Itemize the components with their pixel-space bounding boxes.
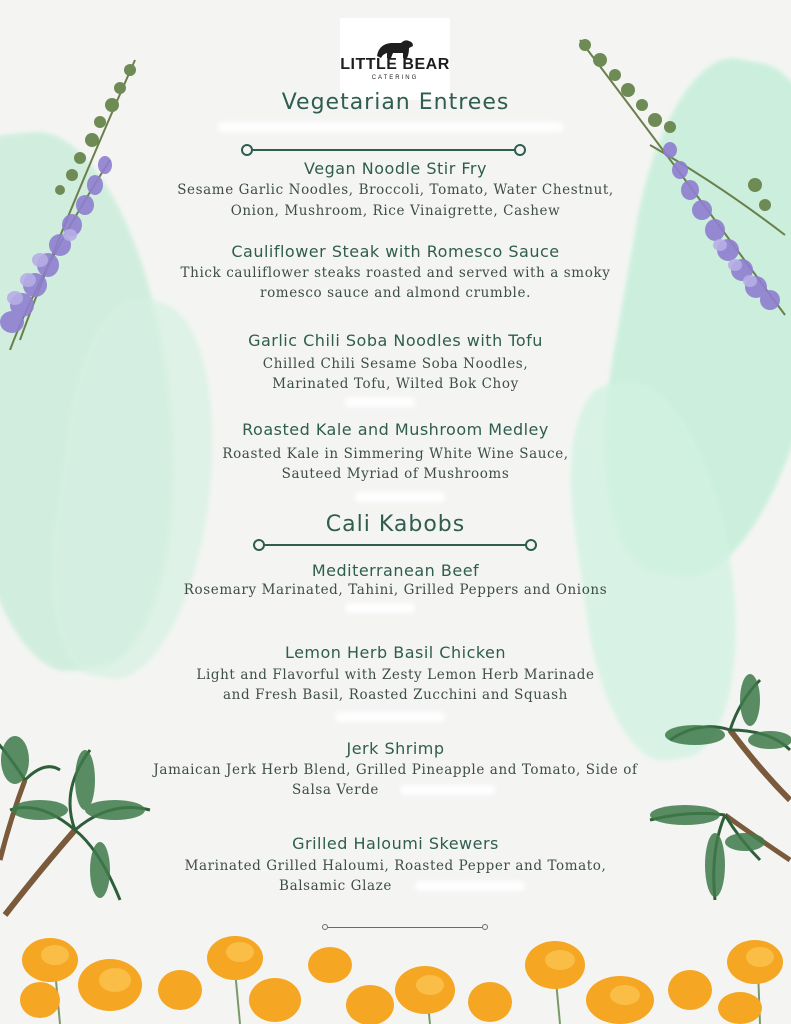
obscured-text bbox=[345, 603, 415, 613]
logo-tagline: CATERING bbox=[371, 74, 419, 81]
footer-divider bbox=[328, 927, 482, 928]
dish-description-line: romesco sauce and almond crumble. bbox=[260, 285, 531, 301]
obscured-text bbox=[400, 785, 495, 795]
dish-description-line: Roasted Kale in Simmering White Wine Sauce, bbox=[222, 446, 569, 462]
obscured-text bbox=[218, 122, 563, 132]
dish-description-line: Sesame Garlic Noodles, Broccoli, Tomato, Water Chestnut, bbox=[177, 182, 614, 198]
dish-name: Vegan Noodle Stir Fry bbox=[304, 159, 487, 178]
poppy-flowers-border bbox=[0, 930, 791, 1024]
dish-description-line: Jamaican Jerk Herb Blend, Grilled Pineapple and Tomato, Side of bbox=[153, 762, 638, 778]
obscured-text bbox=[335, 712, 445, 722]
dish-description-line: Rosemary Marinated, Tahini, Grilled Peppers and Onions bbox=[183, 582, 608, 598]
dish-description-line: Salsa Verde bbox=[291, 782, 380, 798]
dish-description-line: and Fresh Basil, Roasted Zucchini and Squash bbox=[223, 687, 568, 703]
dish-description-line: Light and Flavorful with Zesty Lemon Herb Marinade bbox=[196, 667, 595, 683]
dish-name: Lemon Herb Basil Chicken bbox=[284, 643, 507, 662]
dish-name: Jerk Shrimp bbox=[346, 739, 445, 758]
dish-name: Garlic Chili Soba Noodles with Tofu bbox=[248, 331, 543, 350]
dish-name: Mediterranean Beef bbox=[311, 561, 480, 580]
dish-description-line: Onion, Mushroom, Rice Vinaigrette, Cashew bbox=[230, 203, 561, 219]
section-title: Vegetarian Entrees bbox=[281, 90, 510, 115]
dish-description-line: Thick cauliflower steaks roasted and served with a smoky bbox=[180, 265, 611, 281]
section-title: Cali Kabobs bbox=[325, 512, 466, 537]
dish-description-line: Chilled Chili Sesame Soba Noodles, bbox=[262, 356, 529, 372]
section-divider bbox=[259, 544, 531, 546]
dish-name: Grilled Haloumi Skewers bbox=[292, 834, 499, 853]
dish-description-line: Balsamic Glaze bbox=[279, 878, 392, 894]
obscured-text bbox=[415, 881, 525, 891]
company-logo bbox=[340, 18, 450, 100]
dish-description-line: Marinated Tofu, Wilted Bok Choy bbox=[272, 376, 519, 392]
obscured-text bbox=[355, 492, 445, 502]
dish-description-line: Sauteed Myriad of Mushrooms bbox=[281, 466, 510, 482]
dish-name: Cauliflower Steak with Romesco Sauce bbox=[231, 242, 560, 261]
section-divider bbox=[247, 149, 520, 151]
obscured-text bbox=[345, 397, 415, 407]
dish-description-line: Marinated Grilled Haloumi, Roasted Pepper and Tomato, bbox=[184, 858, 607, 874]
logo-name: LITTLE BEAR bbox=[340, 55, 450, 73]
dish-name: Roasted Kale and Mushroom Medley bbox=[242, 420, 549, 439]
